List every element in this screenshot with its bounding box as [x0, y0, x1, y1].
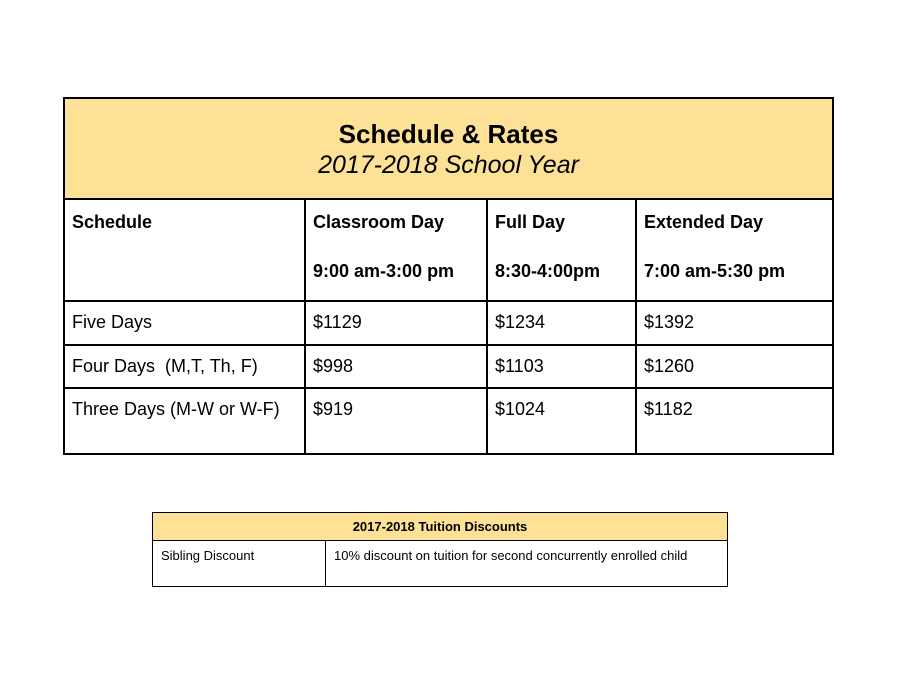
- table-row-five-days: [65, 300, 832, 344]
- extended-day-price: $1392: [635, 302, 832, 344]
- column-label: Extended Day: [644, 212, 764, 232]
- classroom-day-price: $998: [304, 346, 486, 387]
- column-header-row: [65, 198, 832, 300]
- discount-description: 10% discount on tuition for second concurrently enrolled child: [325, 541, 727, 586]
- column-header-full-day: [486, 200, 635, 300]
- discount-label: Sibling Discount: [161, 548, 255, 563]
- column-time: 7:00 am-5:30 pm: [644, 261, 786, 281]
- column-time: 9:00 am-3:00 pm: [313, 261, 455, 281]
- extended-day-price: $1260: [635, 346, 832, 387]
- table-row-three-days: [65, 387, 832, 453]
- column-header-schedule: [65, 200, 304, 300]
- classroom-day-price: $1129: [304, 302, 486, 344]
- table-row-four-days: [65, 344, 832, 387]
- discounts-table-title: 2017-2018 Tuition Discounts: [153, 513, 727, 540]
- column-header-extended-day: [635, 200, 832, 300]
- tuition-discounts-table: [152, 512, 728, 587]
- full-day-price: $1234: [486, 302, 635, 344]
- table-row-sibling-discount: [153, 540, 727, 586]
- schedule-cell: Four Days (M,T, Th, F): [72, 356, 258, 376]
- column-label: Full Day: [495, 212, 566, 232]
- column-header-classroom-day: [304, 200, 486, 300]
- table-subtitle: 2017-2018 School Year: [318, 150, 579, 179]
- full-day-price: $1024: [486, 389, 635, 453]
- column-time: 8:30-4:00pm: [495, 261, 601, 281]
- table-title-banner: [65, 99, 832, 198]
- schedule-cell: Three Days (M-W or W-F): [72, 399, 280, 419]
- full-day-price: $1103: [486, 346, 635, 387]
- classroom-day-price: $919: [304, 389, 486, 453]
- schedule-cell: Five Days: [72, 312, 153, 332]
- column-label: Schedule: [72, 212, 153, 232]
- column-label: Classroom Day: [313, 212, 445, 232]
- table-title: Schedule & Rates: [338, 118, 559, 149]
- extended-day-price: $1182: [635, 389, 832, 453]
- schedule-rates-table: [63, 97, 834, 455]
